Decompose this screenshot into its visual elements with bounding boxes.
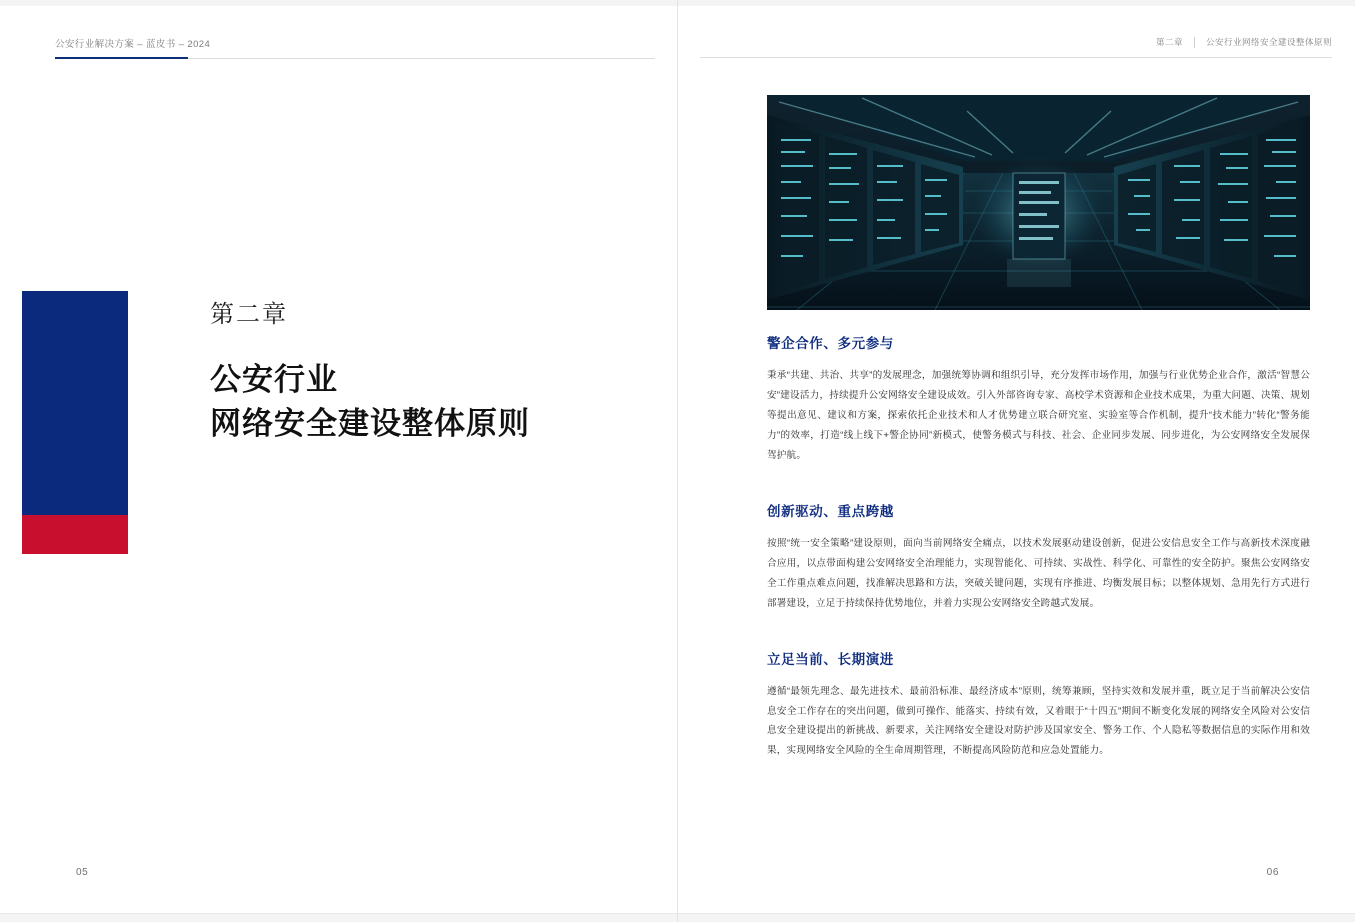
left-header-rule <box>55 57 655 59</box>
right-page <box>678 0 1355 922</box>
data-center-illustration <box>767 95 1310 310</box>
hero-image <box>767 95 1310 310</box>
chapter-color-bar <box>22 291 128 554</box>
section-2-heading: 创新驱动、重点跨越 <box>767 503 894 519</box>
section-2-body: 按照“统一安全策略”建设原则，面向当前网络安全痛点，以技术发展驱动建设创新，促进公安信息安全工作与高新技术深度融合应用，以点带面构建公安网络安全治理能力，实现智能化、可持续、实战性、科学化、可靠性的安全防护。聚焦公安网络安全工作重点难点问题，找准解决思路和方法，突破关键问题，实现有序推进、均衡发展目标；以整体规划、急用先行方式进行部署建设，立足于持续保持优势地位，并着力实现公安网络安全跨越式发展。 <box>767 537 1310 609</box>
left-page-number: 05 <box>76 867 89 878</box>
page-bottom-edge-right <box>678 913 1355 922</box>
chapter-bar-red <box>22 515 128 554</box>
page-bottom-edge-left <box>0 913 677 922</box>
chapter-title-line-1: 公安行业 <box>210 362 338 397</box>
chapter-heading-block <box>210 294 640 446</box>
chapter-bar-blue <box>22 291 128 515</box>
right-page-header <box>1156 36 1332 48</box>
chapter-title-line-2: 网络安全建设整体原则 <box>210 406 530 442</box>
section-1-body: 秉承“共建、共治、共享”的发展理念，加强统筹协调和组织引导，充分发挥市场作用，加强与行业优势企业合作，激活“智慧公安”建设活力，持续提升公安网络安全建设成效。引入外部咨询专家、高校学术资源和企业技术成果，为重大问题、决策、规划等提出意见、建议和方案，探索依托企业技术和人才优势建立联合研究室、实验室等合作机制，提升“技术能力”转化“警务能力”的效率，打造“线上线下+警企协同”新模式，使警务模式与科技、社会、企业同步发展、同步进化，为公安网络安全发展保驾护航。 <box>767 370 1310 461</box>
left-header-rule-accent <box>55 57 188 59</box>
section-3-body: 遵循“最领先理念、最先进技术、最前沿标准、最经济成本”原则，统筹兼顾，坚持实效和发展并重，既立足于当前解决公安信息安全工作存在的突出问题，做到可操作、能落实、持续有效，又着眼于“十四五”期间不断变化发展的网络安全风险对公安信息安全建设提出的新挑战、新要求，关注网络安全建设对防护涉及国家安全、警务工作、个人隐私等数据信息的实际作用和效果，实现网络安全风险的全生命周期管理，不断提高风险防范和应急处置能力。 <box>767 685 1310 757</box>
chapter-title <box>210 358 640 446</box>
right-header-chapter: 第二章 <box>1155 37 1183 47</box>
left-header-text: 公安行业解决方案 – 蓝皮书 – 2024 <box>55 39 211 50</box>
right-header-title: 公安行业网络安全建设整体原则 <box>1205 37 1332 47</box>
right-page-number: 06 <box>1266 867 1279 878</box>
chapter-number: 第二章 <box>210 301 288 328</box>
left-header-rule-line <box>188 58 655 59</box>
header-divider <box>1194 37 1195 48</box>
right-header-rule <box>700 57 1332 58</box>
section-1-heading: 警企合作、多元参与 <box>767 336 894 351</box>
article-body <box>767 332 1310 761</box>
section-1 <box>767 332 1310 466</box>
page-top-edge-right <box>678 0 1355 6</box>
page-top-edge <box>0 0 677 6</box>
section-2 <box>767 500 1310 614</box>
left-page-header <box>55 36 355 50</box>
section-3 <box>767 648 1310 762</box>
section-3-heading: 立足当前、长期演进 <box>767 651 894 667</box>
